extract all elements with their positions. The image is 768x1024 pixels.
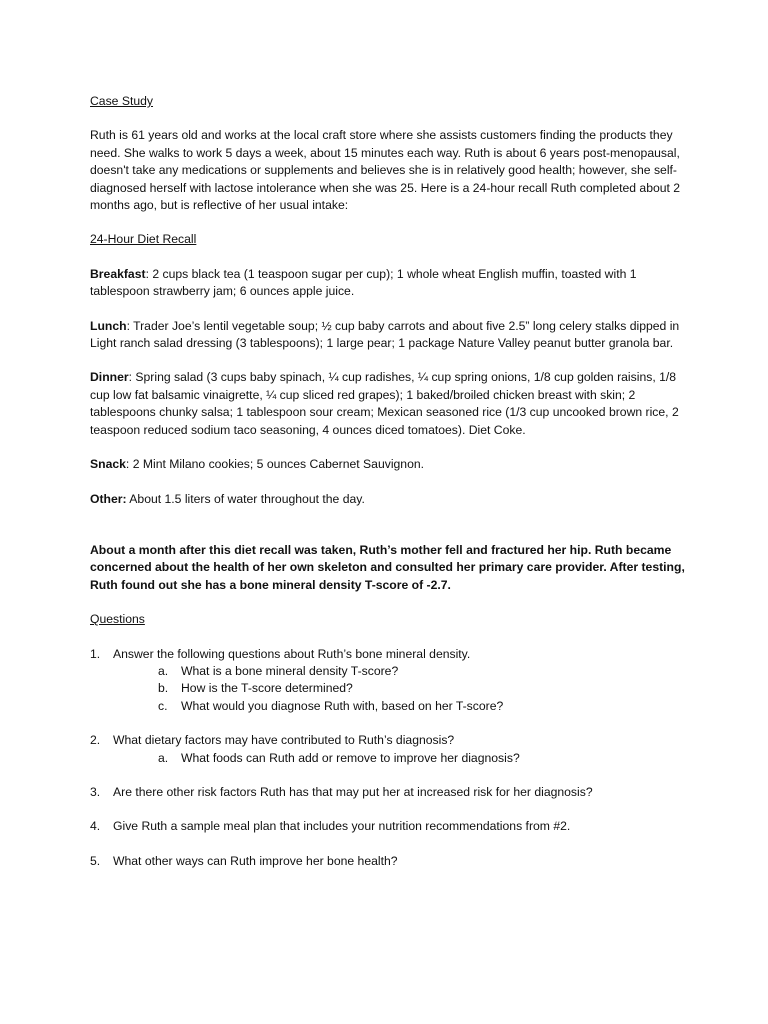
question-text: Answer the following questions about Ruth’s bone mineral density. <box>113 646 471 661</box>
meal-label: Snack <box>90 457 126 472</box>
question-number: 5. <box>90 853 101 868</box>
meal-text: Trader Joe’s lentil vegetable soup; ½ cup baby carrots and about five 2.5” long celery stalks dipped in Light ranch salad dressing (3 tablespoons); 1 large pear; 1 package Nature Valley peanut butter granola bar. <box>90 318 680 351</box>
question-item <box>90 784 690 801</box>
meal-other <box>90 491 690 508</box>
meal-label: Dinner <box>90 370 129 385</box>
document-body <box>90 93 690 887</box>
sub-question: b. How is the T-score determined? <box>158 681 353 696</box>
question-number: 3. <box>90 784 101 799</box>
sub-question-list <box>113 663 690 715</box>
question-item <box>90 818 690 835</box>
question-text: What dietary factors may have contributed to Ruth’s diagnosis? <box>113 733 455 748</box>
meal-label: Breakfast <box>90 266 146 281</box>
case-study-title: Case Study <box>90 94 154 108</box>
meal-text: 2 Mint Milano cookies; 5 ounces Cabernet Sauvignon. <box>132 457 425 472</box>
question-number: 2. <box>90 733 101 748</box>
meal-text: 2 cups black tea (1 teaspoon sugar per cup); 1 whole wheat English muffin, toasted with 1 tablespoon strawberry jam; 6 ounces apple juice. <box>90 266 637 299</box>
question-number: 4. <box>90 819 101 834</box>
meal-text: About 1.5 liters of water throughout the day. <box>129 491 365 506</box>
sub-question: a. What foods can Ruth add or remove to improve her diagnosis? <box>158 750 520 765</box>
question-item <box>90 732 690 767</box>
intro-paragraph: Ruth is 61 years old and works at the local craft store where she assists customers finding the products they need. She walks to work 5 days a week, about 15 minutes each way. Ruth is about 6 years post-menopausal, doesn't take any medications or supplements and believes she is in relatively good health; however, she self-diagnosed herself with lactose intolerance when she was 25. Here is a 24-hour recall Ruth completed about 2 months ago, but is reflective of her usual intake: <box>90 128 681 213</box>
question-number: 1. <box>90 646 101 661</box>
sub-question: c. What would you diagnose Ruth with, based on her T-score? <box>158 698 504 713</box>
questions-heading: Questions <box>90 612 145 627</box>
meal-breakfast: Breakfast: 2 cups black tea (1 teaspoon sugar per cup); 1 whole wheat English muffin, toasted with 1 tablespoon strawberry jam; 6 ounces apple juice. <box>90 266 637 299</box>
meal-snack: Snack: 2 Mint Milano cookies; 5 ounces Cabernet Sauvignon. <box>90 457 425 472</box>
recall-heading: 24-Hour Diet Recall <box>90 232 197 247</box>
meal-label: Other: <box>90 491 127 506</box>
meal-text: Spring salad (3 cups baby spinach, ¼ cup radishes, ¼ cup spring onions, 1/8 cup golden raisins, 1/8 cup low fat balsamic vinaigrette, ¼ cup sliced red grapes); 1 baked/broiled chicken breast with skin; 2 tablespoons chunky salsa; 1 tablespoon sour cream; Mexican seasoned rice (1/3 cup uncooked brown rice, 2 teaspoon reduced sodium taco seasoning, 4 ounces diced tomatoes). Diet Coke. <box>90 370 679 437</box>
question-item <box>90 646 690 716</box>
meal-dinner: Dinner: Spring salad (3 cups baby spinach, ¼ cup radishes, ¼ cup spring onions, 1/8 cup golden raisins, 1/8 cup low fat balsamic vinaigrette, ¼ cup sliced red grapes); 1 baked/broiled chicken breast with skin; 2 tablespoons chunky salsa; 1 tablespoon sour cream; Mexican seasoned rice (1/3 cup uncooked brown rice, 2 teaspoon reduced sodium taco seasoning, 4 ounces diced tomatoes). Diet Coke. <box>90 370 679 437</box>
question-text: Are there other risk factors Ruth has that may put her at increased risk for her diagnosis? <box>113 784 593 799</box>
sub-question-list <box>113 750 690 767</box>
meal-lunch: Lunch: Trader Joe’s lentil vegetable soup; ½ cup baby carrots and about five 2.5” long celery stalks dipped in Light ranch salad dressing (3 tablespoons); 1 large pear; 1 package Nature Valley peanut butter granola bar. <box>90 318 680 351</box>
question-item <box>90 853 690 870</box>
sub-question: a. What is a bone mineral density T-score? <box>158 663 399 678</box>
meal-label: Lunch <box>90 318 127 333</box>
question-text: Give Ruth a sample meal plan that includes your nutrition recommendations from #2. <box>113 819 571 834</box>
diagnosis-note: About a month after this diet recall was taken, Ruth’s mother fell and fractured her hip. Ruth became concerned about the health of her own skeleton and consulted her primary care provider. After testing, Ruth found out she has a bone mineral density T-score of -2.7. <box>90 542 685 592</box>
question-text: What other ways can Ruth improve her bone health? <box>113 853 398 868</box>
